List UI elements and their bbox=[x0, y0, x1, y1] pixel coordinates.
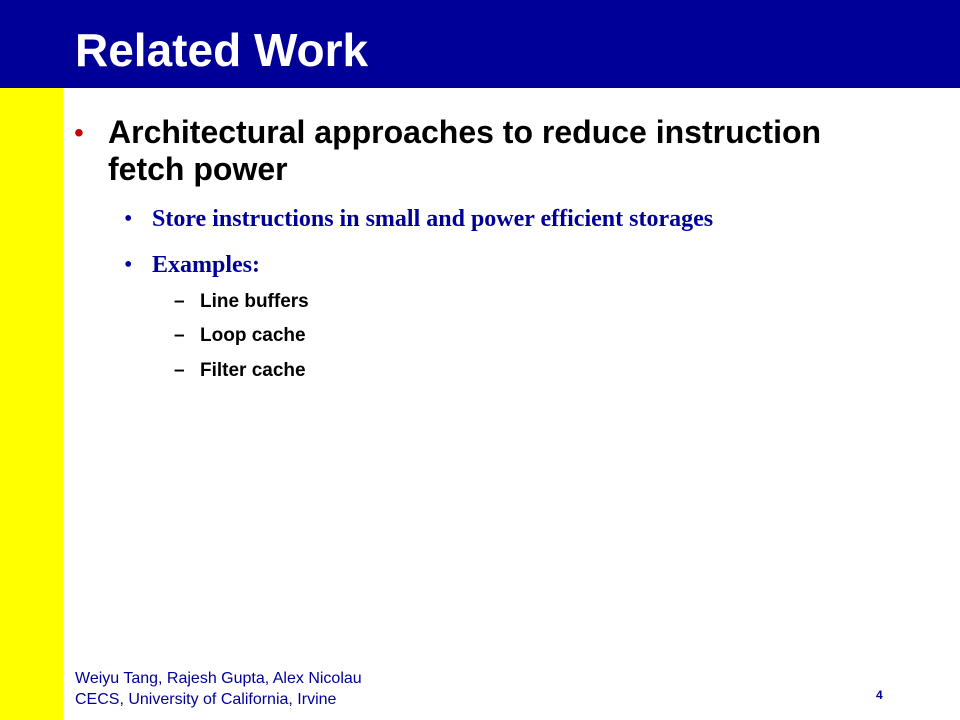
sub-bullet-text: Examples: bbox=[152, 252, 260, 278]
bullet-dot-icon: • bbox=[124, 252, 133, 278]
footer-affiliation: CECS, University of California, Irvine bbox=[75, 691, 337, 708]
slide-title: Related Work bbox=[75, 24, 369, 76]
example-item-text: Line buffers bbox=[200, 291, 309, 312]
page-number: 4 bbox=[876, 688, 883, 702]
footer bbox=[75, 668, 362, 710]
title-bar bbox=[0, 0, 960, 88]
sub-bullet-text: Store instructions in small and power efficient storages bbox=[152, 206, 714, 232]
example-item-text: Filter cache bbox=[200, 360, 306, 381]
sub-bullet bbox=[126, 204, 926, 234]
example-item-text: Loop cache bbox=[200, 325, 306, 346]
sub-bullet bbox=[126, 250, 926, 280]
dash-marker: – bbox=[174, 291, 185, 312]
footer-authors: Weiyu Tang, Rajesh Gupta, Alex Nicolau bbox=[75, 670, 362, 687]
main-bullet bbox=[76, 114, 876, 188]
example-item bbox=[174, 290, 674, 314]
side-accent-bar bbox=[0, 88, 63, 720]
example-item bbox=[174, 359, 674, 383]
dash-marker: – bbox=[174, 360, 185, 381]
bullet-dot-icon: • bbox=[124, 206, 133, 232]
dash-marker: – bbox=[174, 325, 185, 346]
main-bullet-text: Architectural approaches to reduce instruction fetch power bbox=[108, 114, 822, 187]
example-item bbox=[174, 324, 674, 348]
bullet-dot-icon: • bbox=[74, 117, 84, 148]
